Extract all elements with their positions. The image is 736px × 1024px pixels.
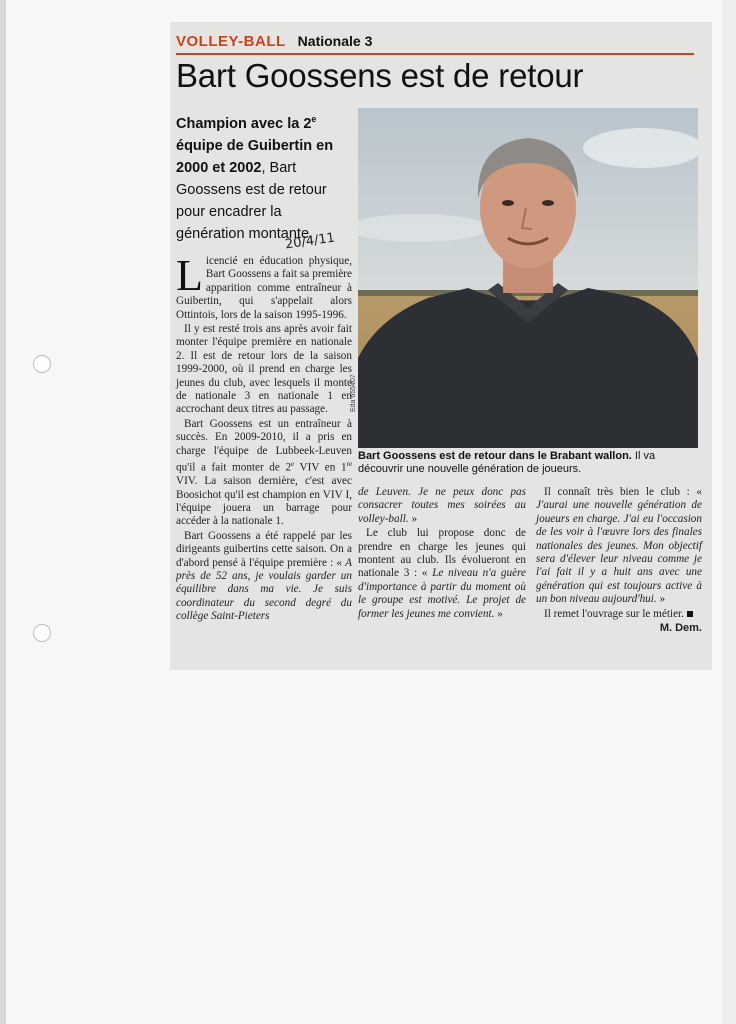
caption-bold: Bart Goossens est de retour dans le Brabant wallon.: [358, 450, 632, 462]
header-rule: [176, 53, 694, 55]
column-1: [176, 251, 352, 625]
paragraph-8: [536, 608, 702, 621]
paragraph-7-text: Il connaît très bien le club : «: [544, 486, 702, 498]
portrait-photo: [358, 108, 698, 448]
paragraph-5-quote: de Leuven. Je ne peux donc pas consacrer toutes mes soirées au volley-ball.: [358, 486, 526, 525]
paragraph-5: [358, 486, 526, 526]
paragraph-4: [176, 530, 352, 624]
paragraph-3-sup-1: e: [291, 460, 295, 469]
paragraph-2: [176, 323, 352, 417]
paragraph-3-text-c: VIV. La saison dernière, c'est avec Boosichot qu'il est champion en VIV I, l'équipe jouera un barrage pour accéder à la nationale 1.: [176, 475, 352, 528]
paragraph-7-quote: J'aurai une nouvelle génération de joueurs en charge. J'ai eu l'occasion de les voir à l'œuvre lors des finales nationales des jeunes. Mon objectif sera d'élever leur niveau comme je l'ai fait il y a huit ans avec une génération qui est toujours active à un bon niveau aujourd'hui.: [536, 499, 702, 606]
paragraph-4-text: Bart Goossens a été rappelé par les dirigeants guibertins cette saison. On a d'abord pensé à l'équipe première : «: [176, 529, 352, 569]
paragraph-3-sup-2: re: [346, 460, 352, 469]
chapeau-sup: e: [311, 114, 317, 124]
paragraph-6-end: »: [494, 607, 503, 620]
column-2: [358, 486, 526, 622]
paragraph-5-end: »: [408, 512, 418, 525]
drop-cap: L: [176, 251, 203, 300]
paragraph-1-text: icencié en éducation physique, Bart Goossens a fait sa première apparition comme entraîneur à Guibertin, qui s'appelait alors Ottintois, lors de la saison 1995-1996.: [176, 255, 352, 321]
byline-signature: M. Dem.: [659, 622, 702, 635]
paragraph-7: [536, 486, 702, 607]
punch-hole-top: [33, 355, 51, 373]
newspaper-clipping: [170, 22, 712, 670]
chapeau-bold-2: équipe de Guibertin en 2000 et 2002: [176, 137, 334, 176]
scan-edge-right: [722, 0, 736, 1024]
photo-credit: Eda 655407: [350, 374, 357, 412]
paragraph-3: [176, 418, 352, 529]
section-kicker: VOLLEY-BALL: [176, 32, 286, 50]
punch-hole-bottom: [33, 624, 51, 642]
photo-caption: [358, 450, 700, 476]
handwritten-date: 20/4/11: [284, 230, 336, 253]
column-3: [536, 486, 702, 635]
chapeau-bold-1: Champion avec la 2: [176, 115, 312, 132]
scan-edge-left: [0, 0, 6, 1024]
paragraph-1: [176, 251, 352, 322]
paragraph-6: [358, 527, 526, 621]
chapeau: [176, 108, 352, 245]
paragraph-2-text: Il y est resté trois ans après avoir fait monter l'équipe première en nationale 2. Il est de retour lors de la saison 1999-2000, où il prend en charge les jeunes du club, avec lesquels il monte de nationale 3 en nationale 1 en accrochant deux titres au passage.: [176, 323, 352, 416]
headline: Bart Goossens est de retour: [176, 57, 584, 94]
section-header: [176, 30, 372, 52]
paragraph-7-end: »: [656, 593, 666, 606]
paragraph-6-text: Le club lui propose donc de prendre en charge les jeunes qui montent au club. Ils évolueront en nationale 3 : «: [358, 527, 526, 580]
paragraph-3-text-a: Bart Goossens est un entraîneur à succès. En 2009-2010, il a pris en charge l'équipe de Lubbeek-Leuven qu'il a fait monter de 2: [176, 417, 352, 474]
paragraph-8-text: Il remet l'ouvrage sur le métier.: [544, 607, 684, 620]
league-label: Nationale 3: [297, 33, 373, 49]
paragraph-4-quote: A près de 52 ans, je voulais garder un équilibre dans ma vie. Je suis coordinateur du second degré du collège Saint-Pieters: [176, 556, 352, 623]
end-mark-icon: [687, 611, 693, 617]
paragraph-3-text-b: VIV en 1: [294, 461, 347, 474]
paragraph-6-quote: Le niveau n'a guère d'importance à partir du moment où le groupe est motivé. Le projet de former les jeunes me convient.: [358, 567, 526, 620]
chapeau-rest: , Bart Goossens est de retour pour encadrer la génération montante.: [176, 159, 327, 242]
caption-rest: Il va découvrir une nouvelle génération de joueurs.: [358, 450, 656, 475]
